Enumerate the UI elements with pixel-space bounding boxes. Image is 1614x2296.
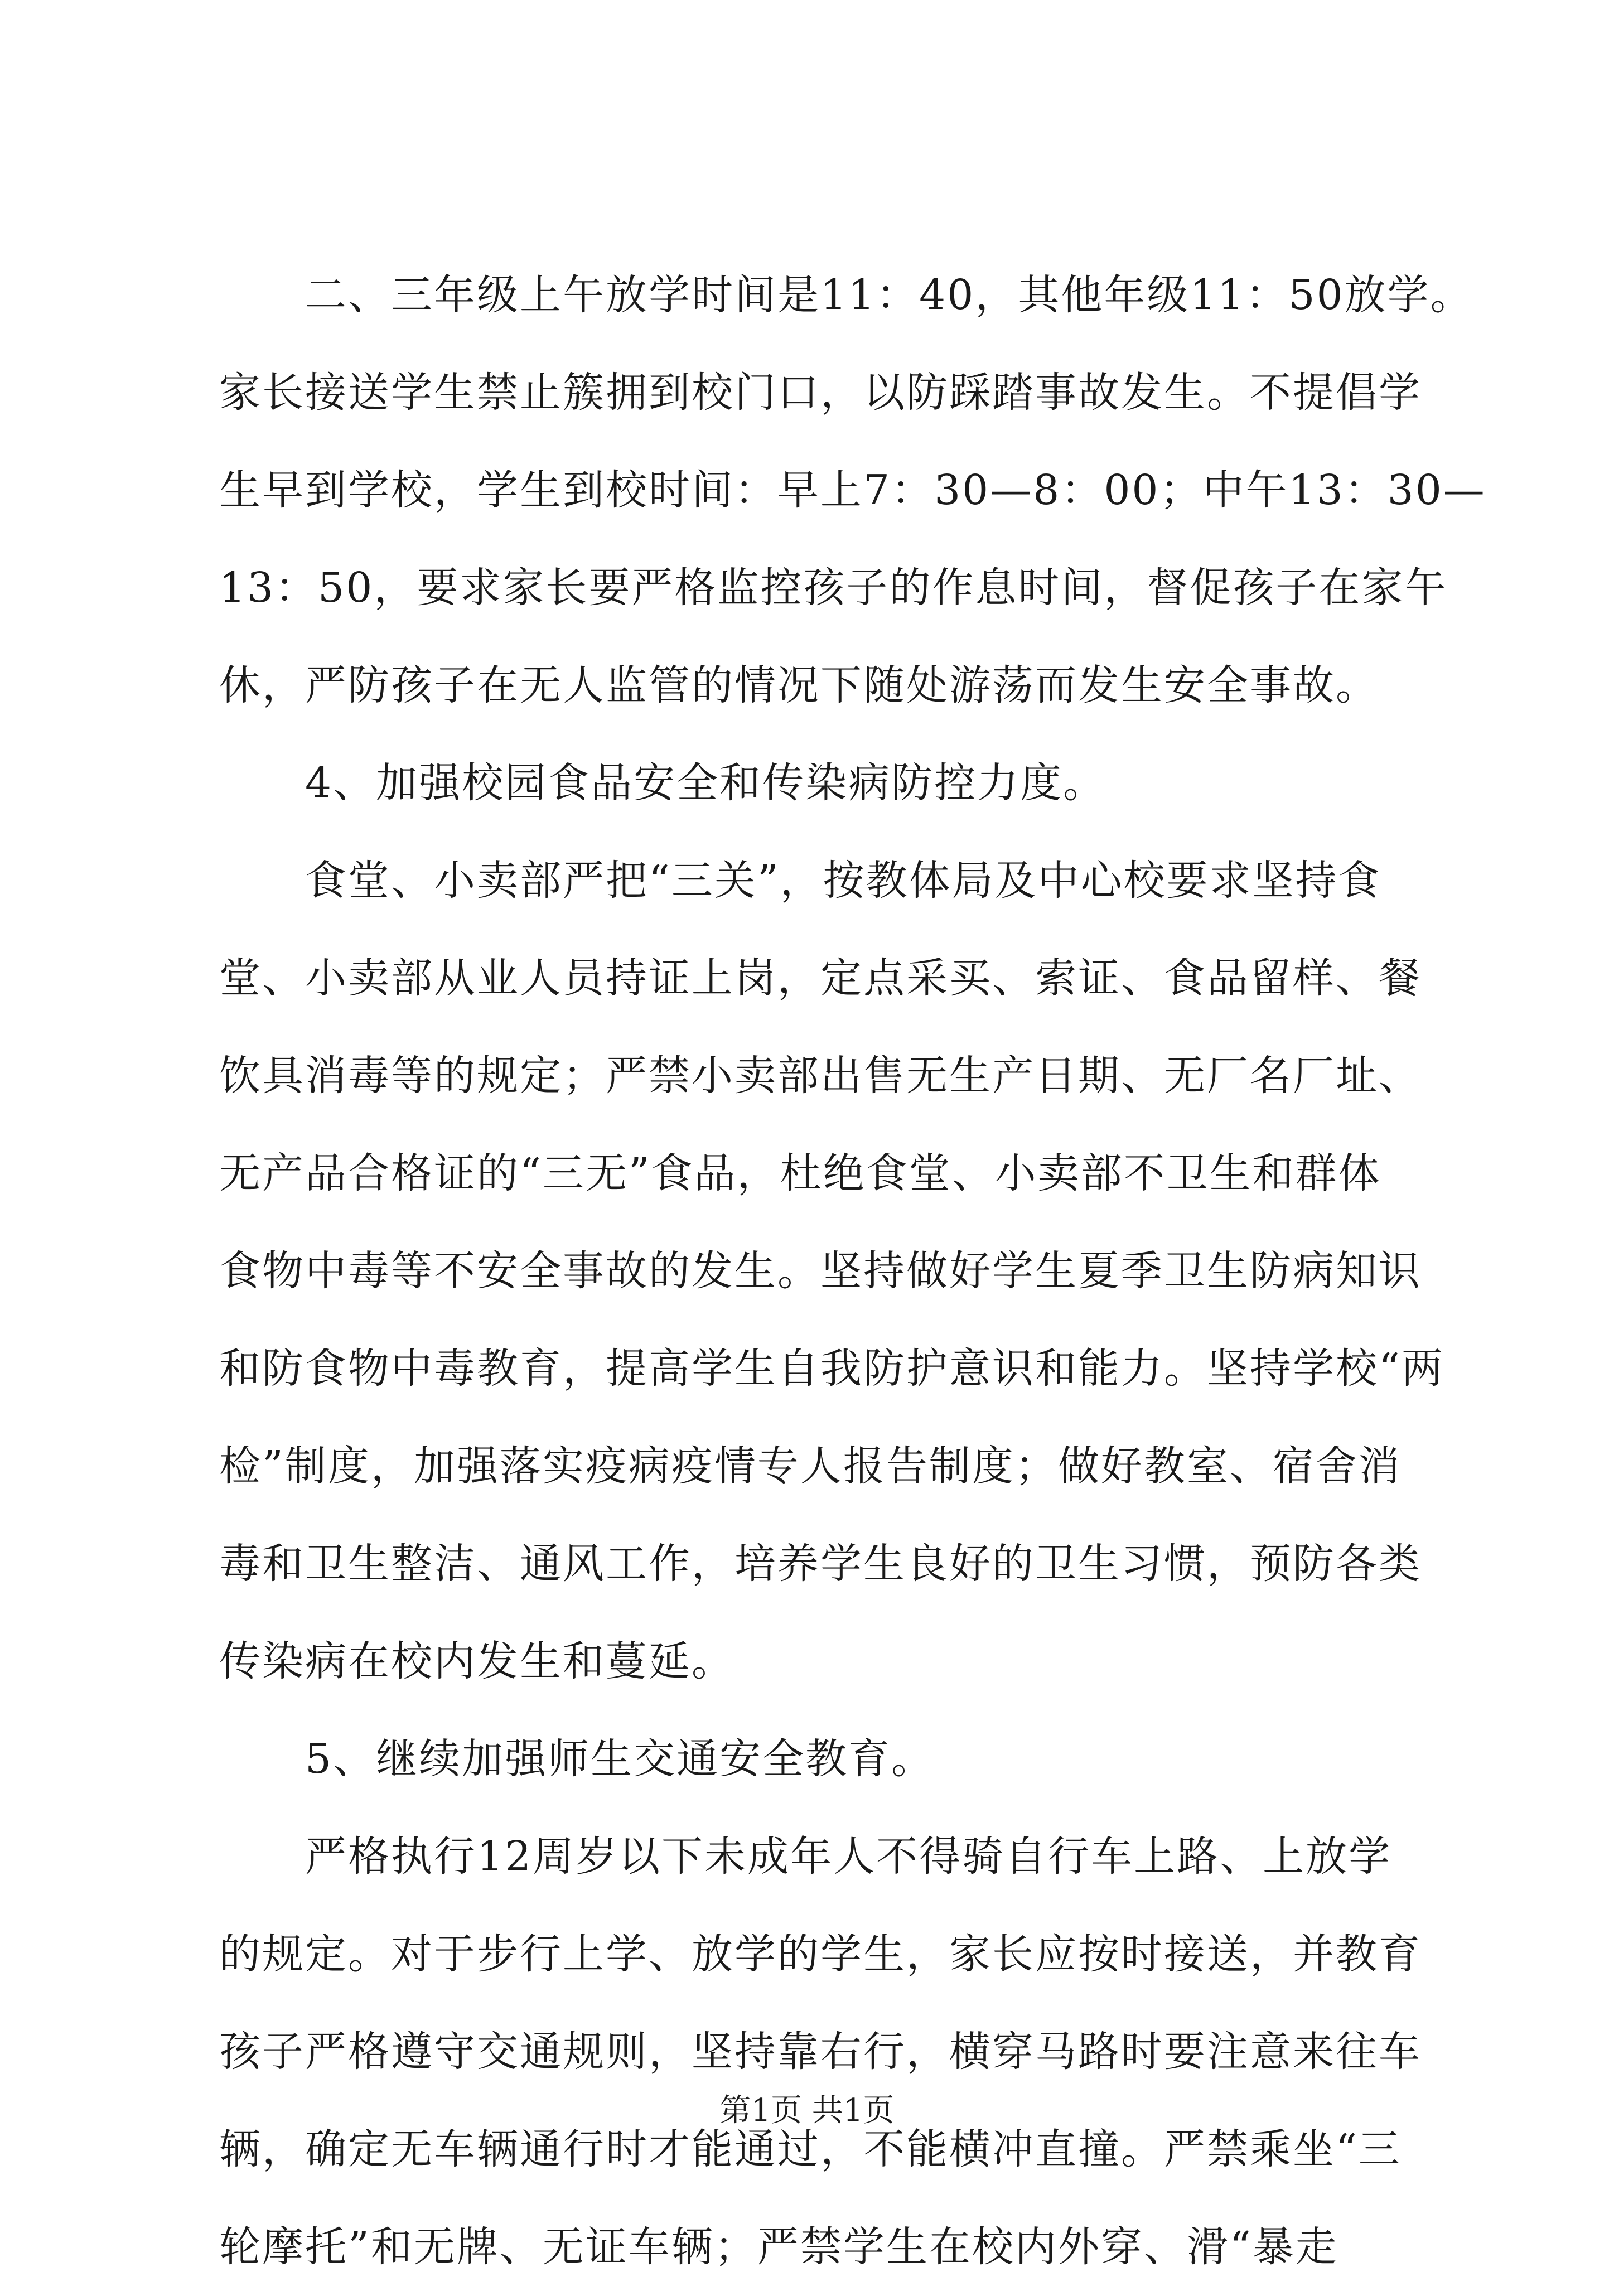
document-body [219, 246, 1486, 2296]
text-line: 饮具消毒等的规定；严禁小卖部出售无生产日期、无厂名厂址、 [219, 1052, 1422, 1100]
text-line: 13：50，要求家长要严格监控孩子的作息时间，督促孩子在家午 [219, 564, 1448, 612]
text-line: 和防食物中毒教育，提高学生自我防护意识和能力。坚持学校“两 [219, 1345, 1444, 1393]
text-line: 检”制度，加强落实疫病疫情专人报告制度；做好教室、宿舍消 [219, 1442, 1402, 1490]
text-line: 毒和卫生整洁、通风工作，培养学生良好的卫生习惯，预防各类 [219, 1540, 1422, 1588]
text-line: 严格执行12周岁以下未成年人不得骑自行车上路、上放学 [219, 1833, 1392, 1881]
text-line: 食物中毒等不安全事故的发生。坚持做好学生夏季卫生防病知识 [219, 1247, 1422, 1295]
text-line: 堂、小卖部从业人员持证上岗，定点采买、索证、食品留样、餐 [219, 954, 1422, 1002]
text-line: 传染病在校内发生和蔓延。 [219, 1637, 734, 1685]
text-line: 轮摩托”和无牌、无证车辆；严禁学生在校内外穿、滑“暴走 [219, 2223, 1338, 2271]
text-line: 辆，确定无车辆通行时才能通过，不能横冲直撞。严禁乘坐“三 [219, 2125, 1402, 2173]
text-line: 无产品合格证的“三无”食品，杜绝食堂、小卖部不卫生和群体 [219, 1149, 1381, 1197]
text-line: 食堂、小卖部严把“三关”，按教体局及中心校要求坚持食 [219, 857, 1381, 905]
text-line: 孩子严格遵守交通规则，坚持靠右行，横穿马路时要注意来往车 [219, 2028, 1422, 2076]
text-line: 生早到学校，学生到校时间：早上7：30—8：00；中午13：30— [219, 466, 1486, 514]
section-heading: 4、加强校园食品安全和传染病防控力度。 [219, 759, 1106, 807]
text-line: 家长接送学生禁止簇拥到校门口，以防踩踏事故发生。不提倡学 [219, 369, 1422, 417]
text-line: 休，严防孩子在无人监管的情况下随处游荡而发生安全事故。 [219, 661, 1379, 709]
text-line: 的规定。对于步行上学、放学的学生，家长应按时接送，并教育 [219, 1930, 1422, 1978]
text-line: 二、三年级上午放学时间是11：40，其他年级11：50放学。 [219, 271, 1473, 319]
section-heading: 5、继续加强师生交通安全教育。 [219, 1735, 935, 1783]
page-number-footer: 第1页 共1页 [719, 2092, 895, 2129]
